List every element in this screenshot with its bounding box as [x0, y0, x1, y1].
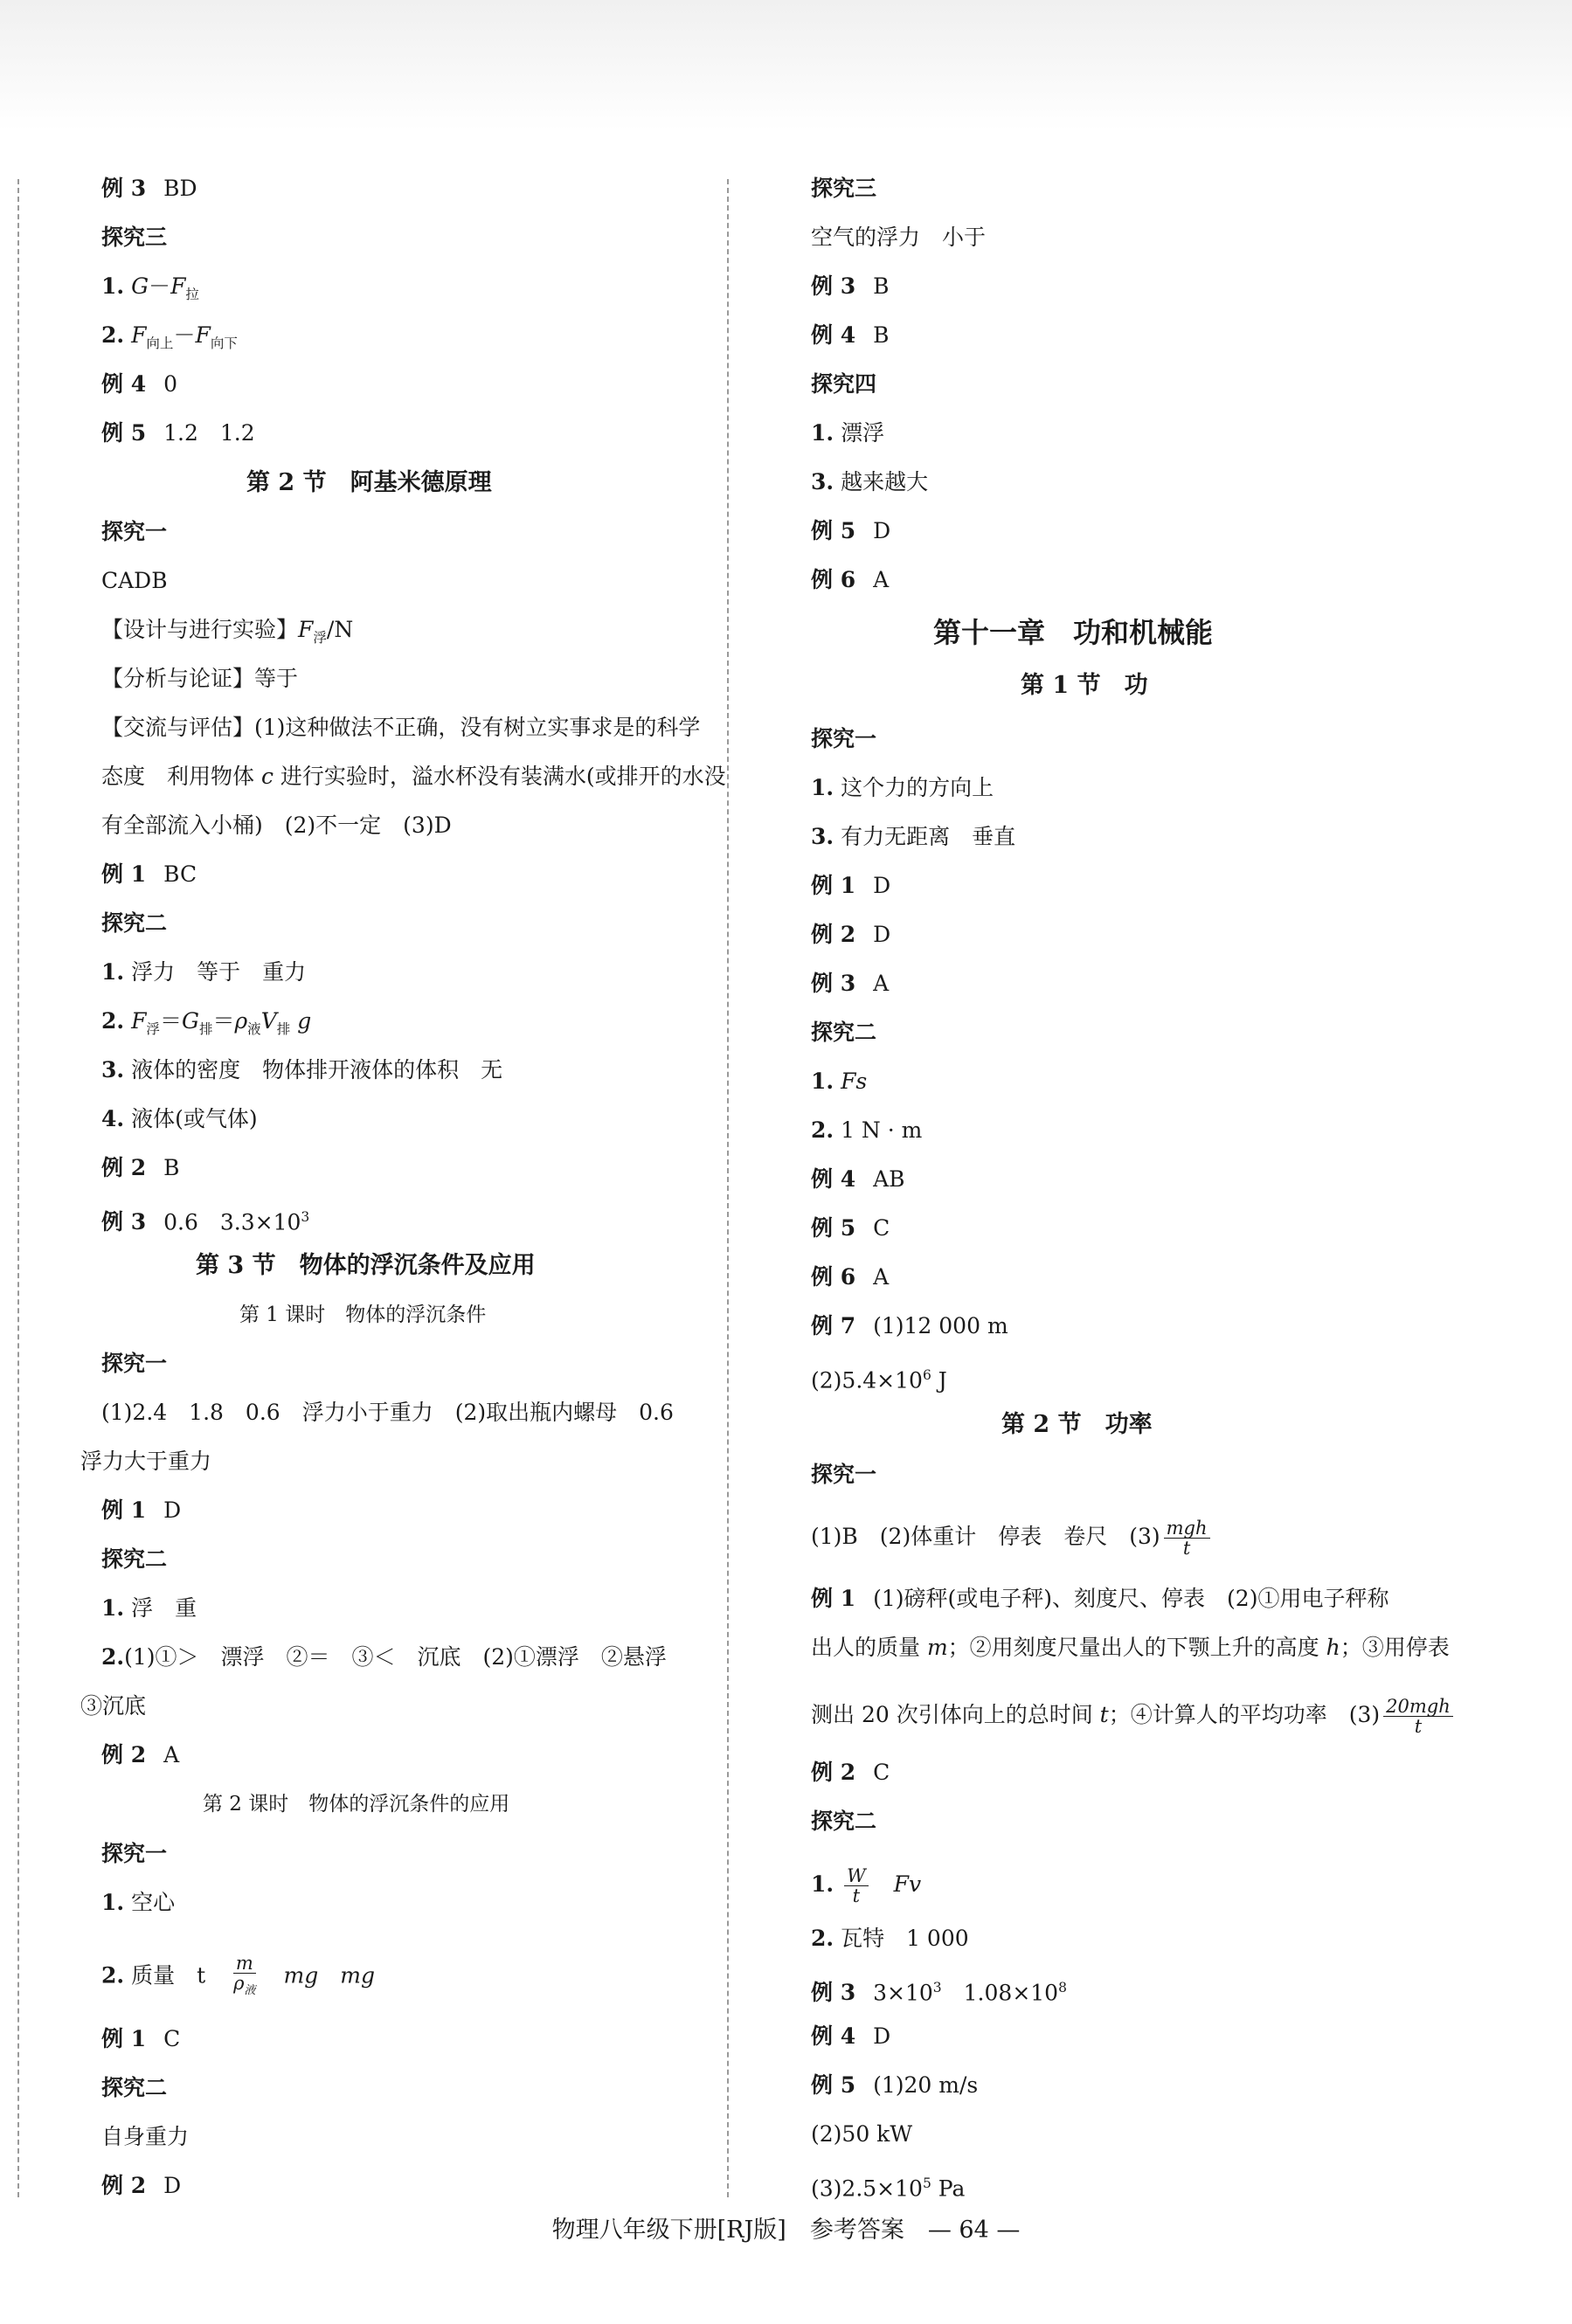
- answer-line: 例 3 $3\times 10^3$ $1.08\times 10^8$: [811, 1980, 1067, 2006]
- answer-line: 2. 质量 t $\frac{m}{\rho_液}$ mg mg: [80, 1954, 375, 2001]
- answer-line: 例 1 C: [101, 2026, 181, 2051]
- fraction: $\frac{\text{20mgh}}{t}$: [1383, 1697, 1453, 1736]
- answer-line: 1. Fs: [811, 1069, 868, 1094]
- answer-line: 例 3 BD: [101, 176, 197, 201]
- inquiry-heading: 探究四: [811, 371, 877, 397]
- answer-line: 例 1 (1)磅秤(或电子秤)、刻度尺、停表 (2)①用电子秤称: [811, 1586, 1389, 1611]
- inquiry-heading: 探究一: [101, 1841, 168, 1866]
- section-title: 第 2 节 功率: [1001, 1411, 1153, 1438]
- inquiry-heading: 探究三: [101, 225, 168, 250]
- inquiry-heading: 探究二: [101, 1546, 168, 1572]
- answer-line: 态度 利用物体 c 进行实验时，溢水杯没有装满水(或排开的水没: [101, 764, 726, 789]
- answer-line: 3. 液体的密度 物体排开液体的体积 无: [101, 1057, 503, 1082]
- answer-line: 3. 越来越大: [811, 469, 929, 495]
- chapter-title: 第十一章 功和机械能: [933, 616, 1214, 649]
- answer-line: 例 7 (1)12 000 m: [811, 1313, 1008, 1338]
- answer-line: 浮力大于重力: [80, 1449, 212, 1474]
- answer-line: ③沉底: [80, 1693, 147, 1719]
- answer-line: 【设计与进行实验】$F_浮/N$: [101, 617, 354, 646]
- answer-line: 1. 浮力 等于 重力: [101, 959, 307, 985]
- answer-line: 例 2 D: [101, 2173, 182, 2198]
- page-footer: 物理八年级下册[RJ版] 参考答案 — 64 —: [551, 2217, 1021, 2244]
- answer-line: (1)2.4 1.8 0.6 浮力小于重力 (2)取出瓶内螺母 0.6: [101, 1400, 674, 1425]
- answer-line: 例 2 D: [811, 922, 891, 947]
- answer-line: 例 6 A: [811, 567, 890, 592]
- answer-line: 自身重力: [101, 2124, 190, 2149]
- answer-line: 1. 漂浮: [811, 420, 885, 446]
- answer-line: 例 1 D: [101, 1497, 182, 1523]
- inquiry-heading: 探究一: [811, 726, 877, 751]
- inquiry-heading: 探究一: [811, 1462, 877, 1487]
- answer-line: 例 2 A: [101, 1742, 180, 1767]
- inquiry-heading: 探究二: [811, 1020, 877, 1045]
- answer-line: 2.(1)①＞ 漂浮 ②＝ ③＜ 沉底 (2)①漂浮 ②悬浮: [101, 1644, 667, 1670]
- answer-line: (2)50 kW: [811, 2121, 913, 2147]
- answer-line: 例 2 C: [811, 1760, 890, 1785]
- inquiry-heading: 探究二: [811, 1809, 877, 1834]
- answer-line: 例 2 B: [101, 1155, 180, 1180]
- answer-line: 【分析与论证】等于: [101, 666, 299, 691]
- answer-line: 例 6 A: [811, 1264, 890, 1290]
- answer-line: 1. 这个力的方向上: [811, 775, 994, 800]
- answer-line: 例 3 A: [811, 971, 890, 996]
- answer-line: 有全部流入小桶) (2)不一定 (3)D: [101, 813, 452, 838]
- answer-line: 例 3 0.6 $3.3\times 10^3$: [101, 1209, 310, 1235]
- answer-line: 例 1 BC: [101, 861, 197, 887]
- answer-line: 例 3 B: [811, 273, 890, 299]
- answer-line: 2. 1 N · m: [811, 1117, 923, 1143]
- fraction: $\frac{m}{\rho_液}$: [233, 1953, 256, 1998]
- answer-line: $(2)5.4\times 10^6$ J: [811, 1367, 947, 1394]
- answer-line: 2. $F_浮=G_排=\rho_液V_排$ g: [101, 1008, 312, 1037]
- answer-line: 例 5 (1)20 m/s: [811, 2072, 979, 2098]
- answer-line: 1. $G-F_拉$: [101, 273, 199, 302]
- inquiry-heading: 探究一: [101, 1351, 168, 1376]
- answer-line: 例 5 C: [811, 1215, 890, 1241]
- answer-line: $(3)2.5\times 10^5$ Pa: [811, 2175, 966, 2202]
- answer-line: 例 1 D: [811, 873, 891, 898]
- answer-line: 例 4 0: [101, 371, 178, 397]
- fraction: $\frac{W}{t}$: [844, 1866, 869, 1906]
- answer-line: 1. 浮 重: [101, 1595, 197, 1621]
- lesson-subtitle: 第 1 课时 物体的浮沉条件: [239, 1304, 487, 1326]
- fraction: $\frac{\text{mgh}}{t}$: [1164, 1518, 1210, 1558]
- inquiry-heading: 探究一: [101, 519, 168, 544]
- answer-line: 例 4 B: [811, 322, 890, 348]
- answer-line: 【交流与评估】(1)这种做法不正确，没有树立实事求是的科学: [101, 715, 701, 740]
- inquiry-heading: 探究三: [811, 176, 877, 201]
- lesson-subtitle: 第 2 课时 物体的浮沉条件的应用: [203, 1793, 510, 1816]
- left-margin-line: [17, 179, 19, 2197]
- answer-line: 测出 20 次引体向上的总时间 t；④计算人的平均功率 (3) $\frac{\text{20mgh}}{t}$: [811, 1697, 1457, 1736]
- answer-line: 3. 有力无距离 垂直: [811, 824, 1016, 849]
- column-divider-line: [727, 179, 729, 2197]
- inquiry-heading: 探究二: [101, 910, 168, 936]
- answer-line: 例 4 AB: [811, 1166, 905, 1192]
- section-title: 第 1 节 功: [1021, 672, 1148, 699]
- answer-line: 2. 瓦特 1 000: [811, 1926, 969, 1951]
- scan-top-band: [0, 0, 1572, 131]
- answer-line: 例 5 D: [811, 518, 891, 543]
- section-title: 第 3 节 物体的浮沉条件及应用: [196, 1252, 536, 1279]
- answer-line: 例 4 D: [811, 2023, 891, 2049]
- answer-line: 4. 液体(或气体): [101, 1106, 258, 1131]
- inquiry-heading: 探究二: [101, 2075, 168, 2100]
- section-title: 第 2 节 阿基米德原理: [246, 469, 492, 496]
- answer-line: 出人的质量 m；②用刻度尺量出人的下颚上升的高度 h；③用停表: [811, 1635, 1450, 1660]
- answer-line: CADB: [101, 568, 168, 593]
- answer-line: (1)B (2)体重计 停表 卷尺 (3) $\frac{\text{mgh}}{t}$: [811, 1518, 1214, 1558]
- answer-line: 空气的浮力 小于: [811, 225, 987, 250]
- answer-line: 1. 空心: [101, 1890, 176, 1915]
- answer-line: 例 5 1.2 1.2: [101, 420, 255, 446]
- answer-line: 2. $F_{向上}-F_{向下}$: [101, 322, 238, 351]
- answer-line: 1. $\frac{W}{t}$ Fv: [811, 1865, 922, 1906]
